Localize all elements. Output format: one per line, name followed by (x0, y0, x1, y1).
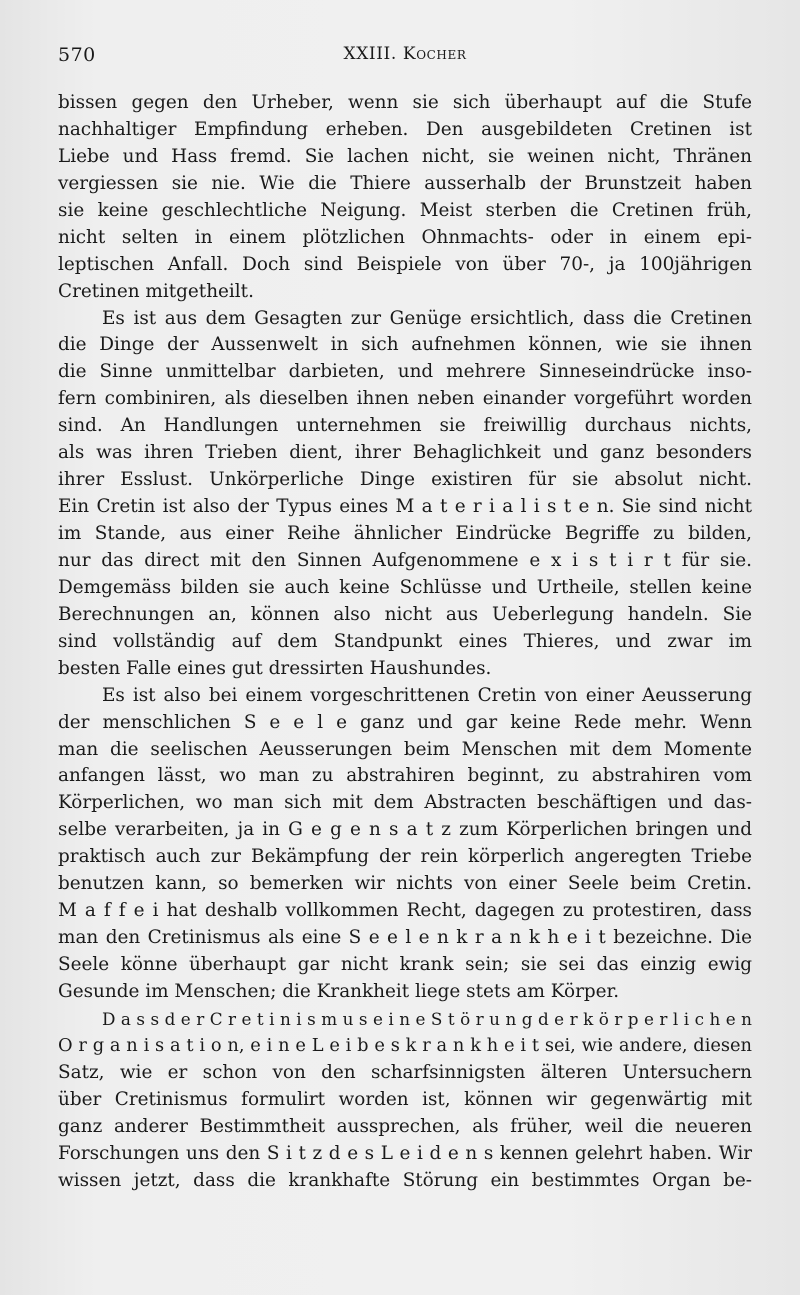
text-line: Cretinen mitgetheilt. (58, 280, 254, 302)
text-line: man die seelischen Aeusserungen beim Menschen mit dem Momente (58, 738, 752, 760)
text-line: Satz, wie er schon von den scharfsinnigsten älteren Untersuchern (58, 1061, 752, 1083)
text-line: anfangen lässt, wo man zu abstrahiren beginnt, zu abstrahiren vom (58, 765, 752, 787)
text-line: selbe verarbeiten, ja in G e g e n s a t z zum Körperlichen bringen und (58, 819, 752, 841)
text-line: Forschungen uns den S i t z d e s L e i d e n s kennen gelehrt haben. Wir (58, 1142, 752, 1164)
text-line: ganz anderer Bestimmtheit aussprechen, als früher, weil die neueren (58, 1115, 752, 1137)
body-text (58, 90, 752, 1194)
text-line: Ein Cretin ist also der Typus eines M a t e r i a l i s t e n. Sie sind nicht (58, 496, 752, 518)
text-line: als was ihren Trieben dient, ihrer Behaglichkeit und ganz besonders (58, 442, 752, 464)
text-line: vergiessen sie nie. Wie die Thiere ausserhalb der Brunstzeit haben (58, 172, 752, 194)
paragraph (58, 683, 752, 1006)
text-line: sind vollständig auf dem Standpunkt eines Thieres, und zwar im (58, 630, 752, 652)
text-line: leptischen Anfall. Doch sind Beispiele von über 70-, ja 100jährigen (58, 253, 752, 275)
running-head-chapter: XXIII. (343, 44, 397, 64)
text-line: man den Cretinismus als eine S e e l e n k r a n k h e i t bezeichne. Die (58, 927, 752, 949)
text-line: nachhaltiger Empfindung erheben. Den ausgebildeten Cretinen ist (58, 118, 752, 140)
text-line: Berechnungen an, können also nicht aus Ueberlegung handeln. Sie (58, 603, 752, 625)
text-line: wissen jetzt, dass die krankhafte Störung ein bestimmtes Organ be- (58, 1169, 752, 1191)
text-line: M a f f e i hat deshalb vollkommen Recht, dagegen zu protestiren, dass (58, 900, 752, 922)
text-line: Demgemäss bilden sie auch keine Schlüsse und Urtheile, stellen keine (58, 576, 752, 598)
text-line: benutzen kann, so bemerken wir nichts von einer Seele beim Cretin. (58, 873, 752, 895)
text-line: Es ist also bei einem vorgeschrittenen Cretin von einer Aeusserung (102, 684, 752, 706)
text-line: Gesunde im Menschen; die Krankheit liege stets am Körper. (58, 980, 620, 1002)
text-line: im Stande, aus einer Reihe ähnlicher Eindrücke Begriffe zu bilden, (58, 523, 752, 544)
text-line: Liebe und Hass fremd. Sie lachen nicht, sie weinen nicht, Thränen (58, 145, 752, 167)
text-line: über Cretinismus formulirt worden ist, können wir gegenwärtig mit (58, 1088, 752, 1110)
text-line: sind. An Handlungen unternehmen sie freiwillig durchaus nichts, (58, 415, 752, 437)
running-head (58, 44, 752, 64)
paragraph (58, 90, 752, 306)
page-number: 570 (58, 44, 96, 66)
text-line: die Sinne unmittelbar darbieten, und mehrere Sinneseindrücke inso- (58, 361, 752, 383)
text-line: Es ist aus dem Gesagten zur Genüge ersichtlich, dass die Cretinen (102, 307, 752, 329)
text-line: Seele könne überhaupt gar nicht krank sein; sie sei das einzig ewig (58, 954, 752, 975)
text-line: nur das direct mit den Sinnen Aufgenommene e x i s t i r t für sie. (58, 549, 752, 571)
text-line: sie keine geschlechtliche Neigung. Meist sterben die Cretinen früh, (58, 199, 752, 221)
paragraph (58, 1006, 752, 1195)
text-line: O r g a n i s a t i o n, e i n e L e i b e s k r a n k h e i t sei, wie andere, diesen (58, 1034, 752, 1056)
text-line: ihrer Esslust. Unkörperliche Dinge existiren für sie absolut nicht. (58, 469, 752, 491)
text-line: bissen gegen den Urheber, wenn sie sich überhaupt auf die Stufe (58, 92, 752, 113)
paragraph (58, 306, 752, 683)
page-header (58, 44, 752, 72)
text-line: nicht selten in einem plötzlichen Ohnmachts- oder in einem epi- (58, 226, 752, 248)
text-line: praktisch auch zur Bekämpfung der rein körperlich angeregten Triebe (58, 846, 752, 868)
text-line: besten Falle eines gut dressirten Haushundes. (58, 657, 492, 679)
text-line: der menschlichen S e e l e ganz und gar keine Rede mehr. Wenn (58, 711, 752, 733)
text-line: die Dinge der Aussenwelt in sich aufnehmen können, wie sie ihnen (58, 334, 752, 356)
text-line: Körperlichen, wo man sich mit dem Abstracten beschäftigen und das- (58, 792, 752, 814)
running-head-author: Kocher (402, 44, 467, 64)
text-line: fern combiniren, als dieselben ihnen neben einander vorgeführt worden (58, 388, 752, 410)
text-line: D a s s d e r C r e t i n i s m u s e i n e S t ö r u n g d e r k ö r p e r l i c h e n (102, 1008, 752, 1029)
